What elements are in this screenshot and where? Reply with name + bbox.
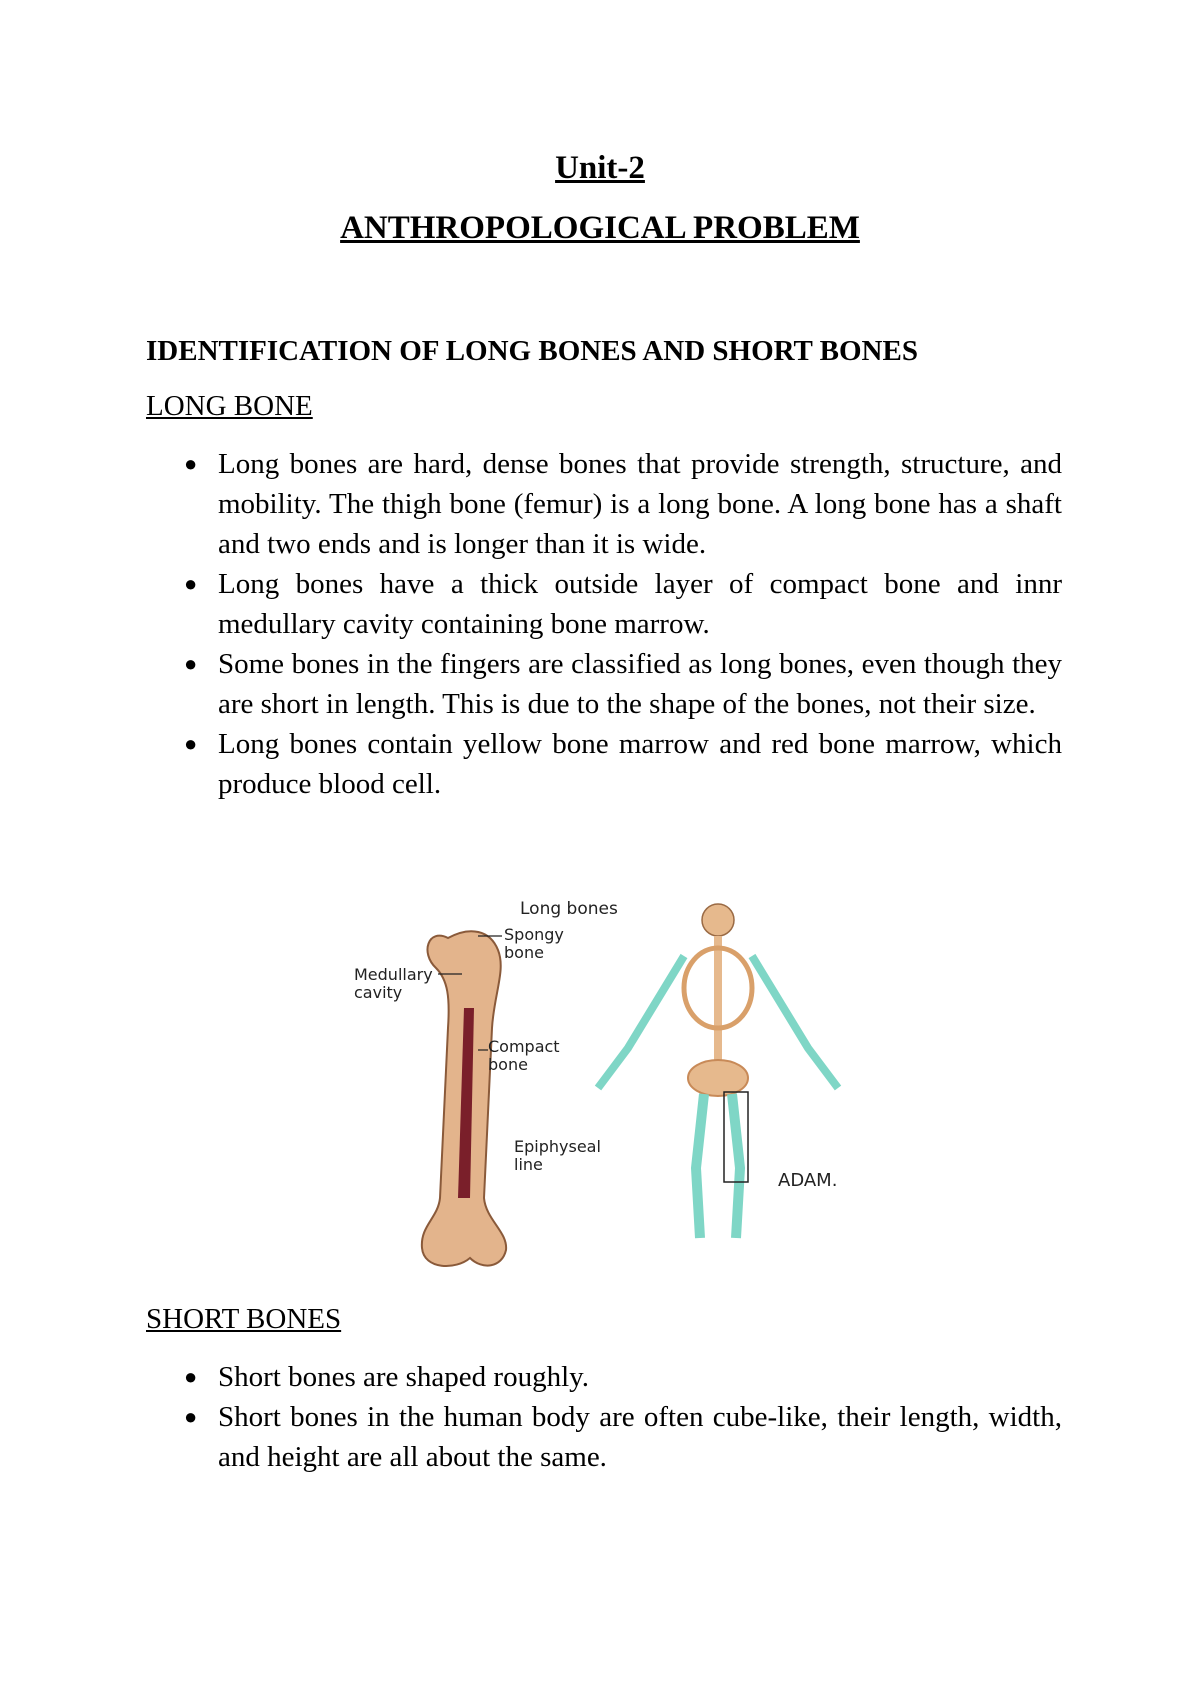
label-epiphyseal-line: Epiphyseal xyxy=(514,1137,601,1156)
bullet-icon: ● xyxy=(184,1364,198,1389)
list-item-text: Long bones contain yellow bone marrow and red bone marrow, which produce blood cell. xyxy=(218,728,1062,800)
adam-logo: ADAM. xyxy=(778,1170,838,1191)
figure-title: Long bones xyxy=(520,899,618,919)
bullet-icon: ● xyxy=(184,571,198,596)
short-bones-heading: SHORT BONES xyxy=(146,1303,342,1335)
label-compact-bone-2: bone xyxy=(488,1055,528,1074)
list-item-text: Some bones in the fingers are classified as long bones, even though they are short in length. This is due to the shape of the bones, not their size. xyxy=(218,648,1062,720)
bullet-icon: ● xyxy=(184,731,198,756)
femur-illustration xyxy=(422,931,506,1266)
list-item-text: Short bones in the human body are often cube-like, their length, width, and height are all about the same. xyxy=(218,1401,1062,1473)
list-item-text: Short bones are shaped roughly. xyxy=(218,1361,590,1393)
list-item-text: Long bones have a thick outside layer of compact bone and innr medullary cavity containing bone marrow. xyxy=(218,568,1062,640)
list-item xyxy=(146,564,1062,644)
long-bones-figure xyxy=(354,898,858,1276)
bullet-icon: ● xyxy=(184,651,198,676)
list-item xyxy=(146,1357,1062,1397)
label-medullary-cavity-2: cavity xyxy=(354,983,403,1002)
bullet-icon: ● xyxy=(184,451,198,476)
list-item xyxy=(146,444,1062,564)
label-spongy-bone: Spongy xyxy=(504,925,564,944)
long-bone-list xyxy=(146,444,1062,804)
label-medullary-cavity: Medullary xyxy=(354,965,433,984)
bullet-icon: ● xyxy=(184,1404,198,1429)
label-spongy-bone-2: bone xyxy=(504,943,544,962)
list-item xyxy=(146,1397,1062,1477)
unit-title: Unit-2 xyxy=(555,150,645,186)
label-compact-bone: Compact xyxy=(488,1037,560,1056)
main-title: ANTHROPOLOGICAL PROBLEM xyxy=(340,210,860,246)
list-item xyxy=(146,644,1062,724)
list-item-text: Long bones are hard, dense bones that provide strength, structure, and mobility. The thigh bone (femur) is a long bone. A long bone has a shaft and two ends and is longer than it is wide. xyxy=(218,448,1062,560)
long-bone-heading: LONG BONE xyxy=(146,390,313,422)
short-bones-list xyxy=(146,1357,1062,1477)
label-epiphyseal-line-2: line xyxy=(514,1155,543,1174)
section-heading: IDENTIFICATION OF LONG BONES AND SHORT BONES xyxy=(146,335,918,367)
list-item xyxy=(146,724,1062,804)
